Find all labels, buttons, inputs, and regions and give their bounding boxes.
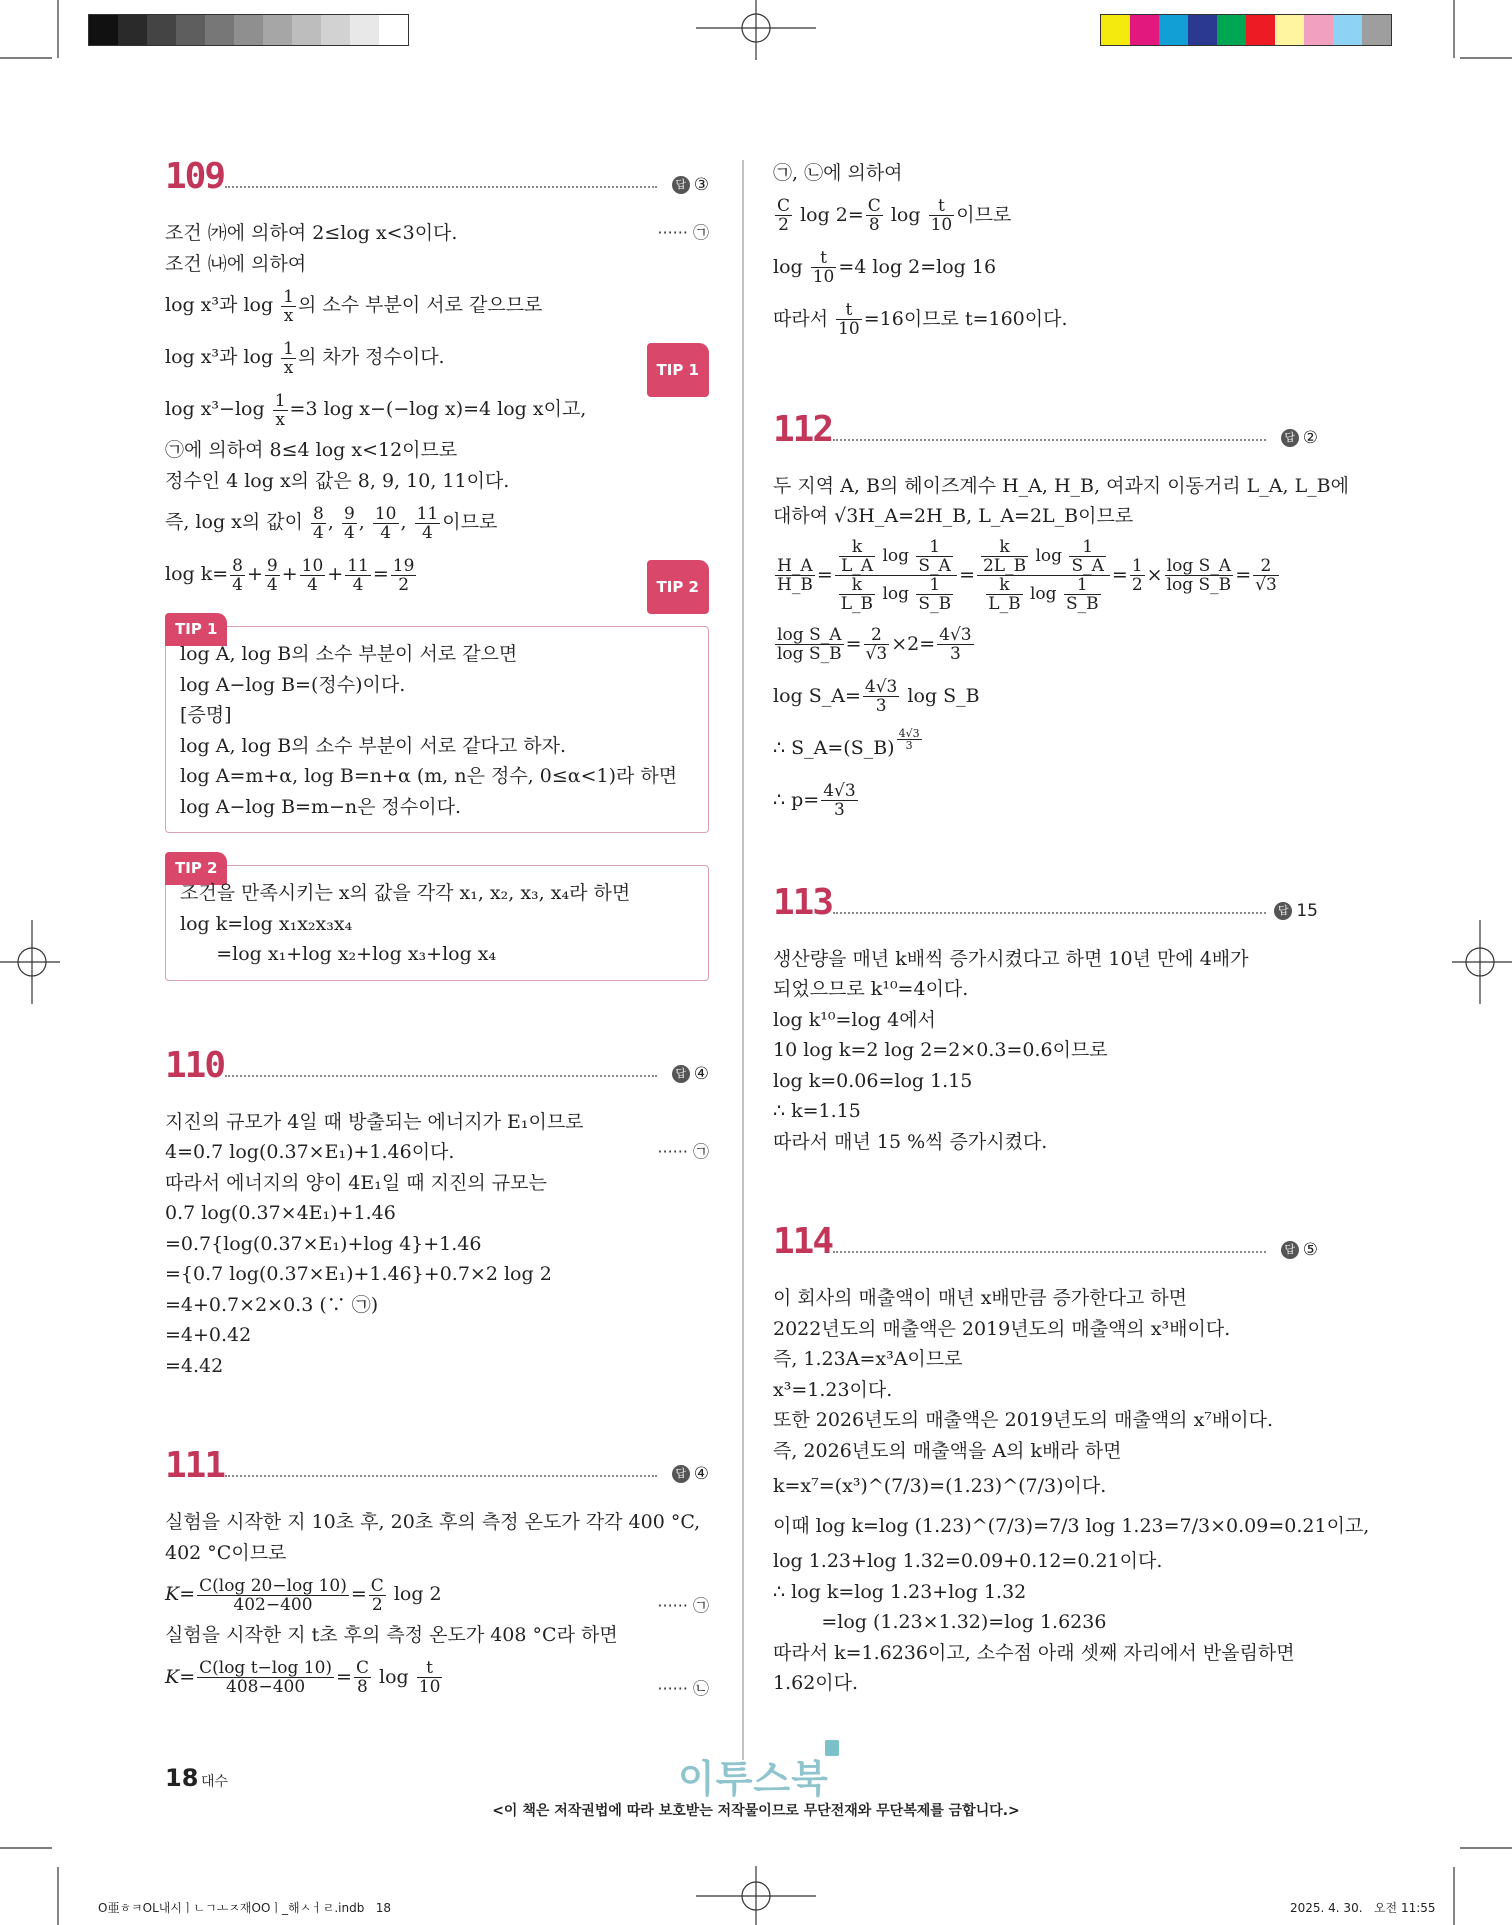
text-line: 생산량을 매년 k배씩 증가시켰다고 하면 10년 만에 4배가 (773, 947, 1249, 970)
text-line: x³=1.23이다. (773, 1378, 893, 1401)
text-line: 402 °C이므로 (165, 1541, 287, 1564)
tip-line: 조건을 만족시키는 x의 값을 각각 x₁, x₂, x₃, x₄라 하면 (180, 882, 631, 904)
text-line: 즉, 1.23A=x³A이므로 (773, 1348, 963, 1370)
text-line: 즉, log x의 값이 $\frac{8}{4}$ , $\frac{9}{4}$ , $\frac{10}{4}$ , $\frac{11}{4}$ 이므로 (165, 503, 498, 543)
text-line: 0.7 log(0.37×4E₁)+1.46 (165, 1202, 396, 1224)
question-113-header (773, 881, 1318, 938)
slug-file-info: O亜ㅎㅋOL내시ㅣㄴㄱㅗㅈ재OOㅣ_해ㅅㅓㄹ.indb 18 (98, 1901, 392, 1915)
text-line: 두 지역 A, B의 헤이즈계수 H_A, H_B, 여과지 이동거리 L_A, L_B에 (773, 474, 1349, 497)
leader-dots (225, 186, 657, 188)
equation-mark: ······ ㉠ (657, 223, 709, 242)
fraction: $\frac{1}{x}$ (274, 390, 286, 430)
equation-mark: ······ ㉠ (657, 1142, 709, 1161)
text-line: 대하여 √3H_A=2H_B, L_A=2L_B이므로 (773, 505, 1134, 527)
leader-dots (225, 1475, 657, 1477)
text-line: =log (1.23×1.32)=log 1.6236 (773, 1611, 1107, 1633)
text-line: 되었으므로 k¹⁰=4이다. (773, 978, 969, 1000)
text-line: 따라서 에너지의 양이 4E₁일 때 지진의 규모는 (165, 1171, 547, 1194)
tip-2-badge[interactable]: TIP 2 (647, 560, 709, 614)
text-line: K= $\frac{\text{C(log t−log 10)}}{408-400}$ = $\frac{C}{8}$ log $\frac{t}{10}$ ······ ㉡ (165, 1651, 709, 1703)
text-line: ∴ k=1.15 (773, 1100, 861, 1122)
question-111-header (165, 1445, 709, 1501)
text-line: =4+0.42 (165, 1324, 252, 1346)
question-number: 109 (165, 156, 225, 197)
answer-badge-icon: 답 (672, 176, 690, 194)
answer-label: 답 ④ (672, 1459, 709, 1490)
text-line: log k=0.06=log 1.15 (773, 1069, 973, 1092)
text-line: 즉, 2026년도의 매출액을 A의 k배라 하면 (773, 1439, 1122, 1462)
text-line: K= $\frac{C(\log 20-\log 10)}{402-400}$ = $\frac{C}{2}$ log 2 ······ ㉠ (165, 1568, 709, 1620)
leader-dots (833, 1251, 1266, 1253)
equation-mark: ······ ㉡ (657, 1678, 709, 1698)
text-line: 정수인 4 log x의 값은 8, 9, 10, 11이다. (165, 469, 510, 492)
tip-line: log A, log B의 소수 부분이 서로 같으면 (180, 643, 518, 665)
text-line: ∴ S_A=(S_B) $\frac{4√3}{3}$ (773, 726, 920, 759)
page-number: 18 (165, 1764, 199, 1792)
left-column (165, 156, 709, 1703)
tip-1-label: TIP 1 (165, 613, 227, 646)
question-number: 112 (773, 408, 833, 450)
text-line: log k= $\frac{8}{4}$ + $\frac{9}{4}$ + $\frac{10}{4}$ + $\frac{11}{4}$ = $\frac{19}{2}$ TIP 2 (165, 548, 709, 600)
right-column (773, 158, 1370, 1699)
answer-badge-icon: 답 (672, 1465, 690, 1483)
text-line: 10 log k=2 log 2=2×0.3=0.6이므로 (773, 1039, 1108, 1061)
text-line: log k¹⁰=log 4에서 (773, 1008, 936, 1031)
text-line: 이 회사의 매출액이 매년 x배만큼 증가한다고 하면 (773, 1287, 1188, 1309)
answer-label: 답 15 (1274, 896, 1318, 927)
text-line: 따라서 k=1.6236이고, 소수점 아래 셋째 자리에서 반올림하면 (773, 1641, 1295, 1664)
answer-label: 답 ③ (672, 170, 709, 201)
text-line: ㉠에 의하여 8≤4 log x<12이므로 (165, 439, 458, 461)
book-icon (825, 1740, 839, 1756)
text-line: 이때 log k=log (1.23)^(7/3)=7/3 log 1.23=7/3×0.09=0.21이고, (773, 1515, 1370, 1537)
big-fraction-line: $\frac{H\_A}{H\_B}$ = $\frac{k}{L\_A}$ log $\frac{1}{S\_A}$ $\frac{k}{L\_B}$ log $\frac{1}{S\_B}$ = $\frac{k}{2L\_B}$ log $\frac{1}{S\_A}$ $\frac{k}{L\_B}$ log $\frac{1}{S\_B}$ = $\frac{1}{2}$ × $\frac{\text{log S\_A}}{\text{log S\_B}}$ = $\frac{2}{√3}$ (777, 537, 1277, 614)
text-line: 조건 ㈏에 의하여 (165, 252, 307, 275)
tip-2-label: TIP 2 (165, 852, 227, 885)
text-line: 따라서 $\frac{t}{10}$ =16이므로 t=160이다. (773, 300, 1068, 339)
text-line: 실험을 시작한 지 10초 후, 20초 후의 측정 온도가 각각 400 °C, (165, 1511, 701, 1533)
answer-label: 답 ④ (672, 1059, 709, 1090)
text-line: =4.42 (165, 1354, 224, 1377)
answer-badge-icon: 답 (1281, 429, 1299, 447)
tip-2-box (165, 859, 709, 981)
question-number: 113 (773, 881, 833, 923)
answer-badge-icon: 답 (1281, 1241, 1299, 1259)
text-line: log x³−log $\frac{1}{x}$ =3 log x−(−log x)=4 log x이고, (165, 390, 587, 430)
tip-line: log A, log B의 소수 부분이 서로 같다고 하자. (180, 734, 567, 757)
text-line: 지진의 규모가 4일 때 방출되는 에너지가 E₁이므로 (165, 1110, 584, 1133)
tip-line: log A−log B=m−n은 정수이다. (180, 795, 461, 818)
subject-label: 대수 (201, 1774, 229, 1790)
question-110-header (165, 1044, 709, 1101)
tip-1-badge[interactable]: TIP 1 (647, 343, 709, 397)
tip-line: log k=log x₁x₂x₃x₄ (180, 912, 353, 935)
text-line: 또한 2026년도의 매출액은 2019년도의 매출액의 x⁷배이다. (773, 1409, 1274, 1431)
text-line: ∴ log k=log 1.23+log 1.32 (773, 1580, 1027, 1603)
publisher-watermark: 이투스북 (678, 1748, 829, 1803)
leader-dots (225, 1075, 657, 1077)
text-line: 조건 ㈎에 의하여 2≤log x<3이다. ······ ㉠ (165, 218, 709, 249)
equation-mark: ······ ㉠ (657, 1596, 709, 1615)
text-line: 실험을 시작한 지 t초 후의 측정 온도가 408 °C라 하면 (165, 1624, 618, 1646)
text-line: ∴ p= $\frac{4√3}{3}$ (773, 781, 856, 820)
text-line: 1.62이다. (773, 1672, 859, 1694)
text-line: log 1.23+log 1.32=0.09+0.12=0.21이다. (773, 1550, 1163, 1572)
answer-badge-icon: 답 (672, 1065, 690, 1083)
text-line: 2022년도의 매출액은 2019년도의 매출액의 x³배이다. (773, 1317, 1231, 1340)
text-line: ㉠, ㉡에 의하여 (773, 162, 903, 184)
question-114-header (773, 1221, 1318, 1277)
tip-line: log A=m+α, log B=n+α (m, n은 정수, 0≤α<1)라 하면 (180, 765, 678, 787)
text-line: =0.7{log(0.37×E₁)+log 4}+1.46 (165, 1232, 482, 1255)
answer-badge-icon: 답 (1274, 902, 1292, 920)
text-line: k=x⁷=(x³)^(7/3)=(1.23)^(7/3)이다. (773, 1475, 1107, 1497)
tip-line: [증명] (180, 704, 232, 726)
text-line: 따라서 매년 15 %씩 증가시켰다. (773, 1130, 1048, 1153)
question-112-header (773, 408, 1318, 465)
text-line: 4=0.7 log(0.37×E₁)+1.46이다. ······ ㉠ (165, 1137, 709, 1168)
text-line: log S_A= $\frac{4√3}{3}$ log S_B (773, 677, 980, 716)
answer-label: 답 ⑤ (1281, 1235, 1318, 1266)
copyright-notice: <이 책은 저작권법에 따라 보호받는 저작물이므로 무단전재와 무단복제를 금합니다.> (492, 1803, 1020, 1819)
slug-date-info: 2025. 4. 30. 오전 11:55 (1290, 1901, 1436, 1915)
text-line: log $\frac{t}{10}$ =4 log 2=log 16 (773, 248, 997, 287)
leader-dots (833, 912, 1266, 914)
tip-line: =log x₁+log x₂+log x₃+log x₄ (180, 943, 497, 965)
text-line: log x³과 log $\frac{1}{x}$ 의 차가 정수이다. TIP 1 (165, 331, 709, 383)
text-line: log x³과 log $\frac{1}{x}$ 의 소수 부분이 서로 같으므로 (165, 286, 543, 326)
question-number: 114 (773, 1221, 833, 1262)
fraction: $\frac{1}{x}$ (283, 286, 294, 326)
tip-line: log A−log B=(정수)이다. (180, 673, 406, 696)
answer-label: 답 ② (1281, 423, 1318, 454)
leader-dots (833, 439, 1266, 441)
text-line: =4+0.7×2×0.3 (∵ ㉠) (165, 1293, 379, 1316)
text-line: $\frac{C}{2}$ log 2= $\frac{C}{8}$ log $\frac{t}{10}$ 이므로 (777, 196, 1012, 235)
text-line: ={0.7 log(0.37×E₁)+1.46}+0.7×2 log 2 (165, 1263, 552, 1285)
text-line: $\frac{\text{log S\_A}}{\text{log S\_B}}$ = $\frac{2}{√3}$ ×2= $\frac{4√3}{3}$ (777, 625, 972, 664)
fraction: $\frac{1}{x}$ (283, 338, 294, 378)
question-number: 110 (165, 1044, 225, 1086)
question-number: 111 (165, 1445, 225, 1486)
question-109-header (165, 156, 709, 212)
tip-1-box (165, 620, 709, 833)
